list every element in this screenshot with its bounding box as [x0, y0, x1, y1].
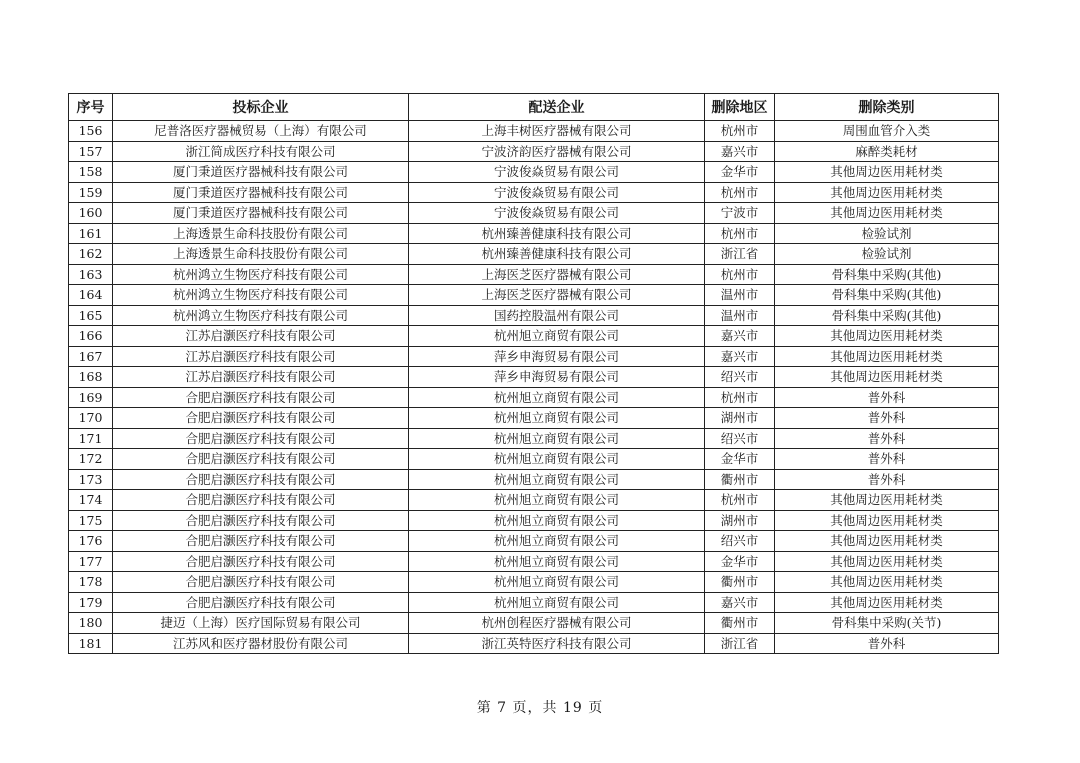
cell-removed-region: 绍兴市: [705, 367, 775, 388]
table-row: [69, 223, 999, 244]
cell-serial-no: 180: [69, 613, 113, 634]
header-bidding-company: 投标企业: [113, 94, 409, 121]
cell-distribution-company: 杭州旭立商贸有限公司: [409, 551, 705, 572]
table-row: [69, 182, 999, 203]
cell-serial-no: 172: [69, 449, 113, 470]
table-row: [69, 141, 999, 162]
table-row: [69, 449, 999, 470]
cell-serial-no: 163: [69, 264, 113, 285]
cell-removed-region: 嘉兴市: [705, 326, 775, 347]
cell-serial-no: 168: [69, 367, 113, 388]
cell-serial-no: 176: [69, 531, 113, 552]
cell-removed-region: 杭州市: [705, 182, 775, 203]
cell-serial-no: 157: [69, 141, 113, 162]
table-body: [69, 121, 999, 654]
cell-bidding-company: 江苏启灏医疗科技有限公司: [113, 346, 409, 367]
cell-removed-category: 普外科: [775, 633, 999, 654]
cell-removed-category: 骨科集中采购(其他): [775, 285, 999, 306]
table-row: [69, 305, 999, 326]
cell-serial-no: 159: [69, 182, 113, 203]
cell-serial-no: 170: [69, 408, 113, 429]
cell-removed-category: 其他周边医用耗材类: [775, 572, 999, 593]
table-row: [69, 490, 999, 511]
cell-distribution-company: 上海医芝医疗器械有限公司: [409, 285, 705, 306]
cell-removed-region: 嘉兴市: [705, 346, 775, 367]
header-serial-no: 序号: [69, 94, 113, 121]
cell-removed-category: 其他周边医用耗材类: [775, 510, 999, 531]
cell-distribution-company: 国药控股温州有限公司: [409, 305, 705, 326]
cell-distribution-company: 杭州旭立商贸有限公司: [409, 490, 705, 511]
table-row: [69, 346, 999, 367]
table-row: [69, 162, 999, 183]
cell-distribution-company: 杭州旭立商贸有限公司: [409, 387, 705, 408]
cell-removed-region: 嘉兴市: [705, 141, 775, 162]
cell-serial-no: 173: [69, 469, 113, 490]
cell-distribution-company: 杭州旭立商贸有限公司: [409, 449, 705, 470]
cell-bidding-company: 杭州鸿立生物医疗科技有限公司: [113, 264, 409, 285]
page-number: 第 7 页，共 19 页: [476, 700, 604, 716]
cell-bidding-company: 合肥启灏医疗科技有限公司: [113, 469, 409, 490]
cell-distribution-company: 杭州旭立商贸有限公司: [409, 572, 705, 593]
cell-removed-region: 金华市: [705, 551, 775, 572]
cell-removed-region: 衢州市: [705, 613, 775, 634]
cell-bidding-company: 合肥启灏医疗科技有限公司: [113, 490, 409, 511]
cell-bidding-company: 合肥启灏医疗科技有限公司: [113, 408, 409, 429]
table-row: [69, 592, 999, 613]
table-row: [69, 264, 999, 285]
cell-distribution-company: 上海医芝医疗器械有限公司: [409, 264, 705, 285]
table-row: [69, 428, 999, 449]
cell-bidding-company: 江苏启灏医疗科技有限公司: [113, 367, 409, 388]
cell-removed-category: 周围血管介入类: [775, 121, 999, 142]
cell-distribution-company: 萍乡申海贸易有限公司: [409, 346, 705, 367]
cell-serial-no: 167: [69, 346, 113, 367]
table-row: [69, 326, 999, 347]
cell-removed-category: 麻醉类耗材: [775, 141, 999, 162]
cell-serial-no: 171: [69, 428, 113, 449]
cell-bidding-company: 上海透景生命科技股份有限公司: [113, 223, 409, 244]
cell-removed-category: 骨科集中采购(其他): [775, 305, 999, 326]
cell-removed-region: 温州市: [705, 285, 775, 306]
cell-distribution-company: 杭州臻善健康科技有限公司: [409, 244, 705, 265]
table-row: [69, 285, 999, 306]
cell-removed-region: 杭州市: [705, 223, 775, 244]
cell-removed-region: 湖州市: [705, 510, 775, 531]
cell-distribution-company: 宁波俊焱贸易有限公司: [409, 203, 705, 224]
cell-removed-category: 其他周边医用耗材类: [775, 592, 999, 613]
cell-bidding-company: 上海透景生命科技股份有限公司: [113, 244, 409, 265]
cell-removed-category: 其他周边医用耗材类: [775, 531, 999, 552]
cell-removed-region: 金华市: [705, 162, 775, 183]
cell-serial-no: 181: [69, 633, 113, 654]
table-row: [69, 244, 999, 265]
cell-distribution-company: 杭州臻善健康科技有限公司: [409, 223, 705, 244]
cell-removed-region: 温州市: [705, 305, 775, 326]
cell-bidding-company: 厦门秉道医疗器械科技有限公司: [113, 203, 409, 224]
cell-removed-region: 嘉兴市: [705, 592, 775, 613]
cell-serial-no: 165: [69, 305, 113, 326]
cell-removed-region: 杭州市: [705, 387, 775, 408]
cell-removed-region: 浙江省: [705, 244, 775, 265]
cell-distribution-company: 浙江英特医疗科技有限公司: [409, 633, 705, 654]
table-row: [69, 367, 999, 388]
cell-distribution-company: 萍乡申海贸易有限公司: [409, 367, 705, 388]
cell-distribution-company: 杭州旭立商贸有限公司: [409, 510, 705, 531]
cell-bidding-company: 合肥启灏医疗科技有限公司: [113, 531, 409, 552]
cell-removed-category: 普外科: [775, 469, 999, 490]
cell-removed-category: 检验试剂: [775, 244, 999, 265]
cell-bidding-company: 合肥启灏医疗科技有限公司: [113, 572, 409, 593]
cell-bidding-company: 合肥启灏医疗科技有限公司: [113, 449, 409, 470]
cell-serial-no: 174: [69, 490, 113, 511]
cell-serial-no: 178: [69, 572, 113, 593]
table-row: [69, 572, 999, 593]
table-row: [69, 551, 999, 572]
cell-bidding-company: 合肥启灏医疗科技有限公司: [113, 510, 409, 531]
table-row: [69, 510, 999, 531]
cell-distribution-company: 杭州旭立商贸有限公司: [409, 531, 705, 552]
cell-bidding-company: 厦门秉道医疗器械科技有限公司: [113, 182, 409, 203]
cell-removed-category: 其他周边医用耗材类: [775, 182, 999, 203]
cell-bidding-company: 捷迈（上海）医疗国际贸易有限公司: [113, 613, 409, 634]
cell-bidding-company: 合肥启灏医疗科技有限公司: [113, 387, 409, 408]
cell-serial-no: 164: [69, 285, 113, 306]
cell-serial-no: 160: [69, 203, 113, 224]
cell-serial-no: 177: [69, 551, 113, 572]
cell-removed-category: 其他周边医用耗材类: [775, 162, 999, 183]
cell-distribution-company: 杭州旭立商贸有限公司: [409, 408, 705, 429]
cell-removed-region: 绍兴市: [705, 531, 775, 552]
table-header-row: [69, 94, 999, 121]
cell-removed-region: 金华市: [705, 449, 775, 470]
cell-removed-category: 骨科集中采购(其他): [775, 264, 999, 285]
cell-bidding-company: 杭州鸿立生物医疗科技有限公司: [113, 305, 409, 326]
table-row: [69, 408, 999, 429]
cell-serial-no: 179: [69, 592, 113, 613]
cell-removed-category: 其他周边医用耗材类: [775, 490, 999, 511]
cell-removed-category: 其他周边医用耗材类: [775, 326, 999, 347]
cell-removed-category: 普外科: [775, 449, 999, 470]
cell-bidding-company: 尼普洛医疗器械贸易（上海）有限公司: [113, 121, 409, 142]
header-removed-region: 删除地区: [705, 94, 775, 121]
cell-serial-no: 169: [69, 387, 113, 408]
table-row: [69, 633, 999, 654]
table-row: [69, 387, 999, 408]
cell-removed-category: 检验试剂: [775, 223, 999, 244]
cell-distribution-company: 宁波济韵医疗器械有限公司: [409, 141, 705, 162]
table-row: [69, 469, 999, 490]
cell-removed-region: 绍兴市: [705, 428, 775, 449]
cell-distribution-company: 上海丰树医疗器械有限公司: [409, 121, 705, 142]
cell-removed-category: 普外科: [775, 408, 999, 429]
cell-removed-category: 其他周边医用耗材类: [775, 203, 999, 224]
cell-bidding-company: 杭州鸿立生物医疗科技有限公司: [113, 285, 409, 306]
header-distribution-company: 配送企业: [409, 94, 705, 121]
cell-removed-category: 骨科集中采购(关节): [775, 613, 999, 634]
table-row: [69, 613, 999, 634]
cell-removed-region: 衢州市: [705, 572, 775, 593]
cell-removed-region: 衢州市: [705, 469, 775, 490]
deletion-table-container: [68, 93, 999, 654]
deletion-table: [68, 93, 999, 654]
table-row: [69, 203, 999, 224]
cell-removed-region: 宁波市: [705, 203, 775, 224]
cell-distribution-company: 杭州创程医疗器械有限公司: [409, 613, 705, 634]
cell-distribution-company: 宁波俊焱贸易有限公司: [409, 182, 705, 203]
table-row: [69, 121, 999, 142]
cell-removed-category: 其他周边医用耗材类: [775, 346, 999, 367]
cell-removed-category: 普外科: [775, 428, 999, 449]
cell-removed-region: 浙江省: [705, 633, 775, 654]
cell-removed-region: 杭州市: [705, 264, 775, 285]
header-removed-category: 删除类别: [775, 94, 999, 121]
cell-serial-no: 175: [69, 510, 113, 531]
cell-removed-category: 其他周边医用耗材类: [775, 551, 999, 572]
cell-bidding-company: 浙江简成医疗科技有限公司: [113, 141, 409, 162]
cell-bidding-company: 江苏风和医疗器材股份有限公司: [113, 633, 409, 654]
cell-distribution-company: 宁波俊焱贸易有限公司: [409, 162, 705, 183]
table-row: [69, 531, 999, 552]
cell-bidding-company: 合肥启灏医疗科技有限公司: [113, 551, 409, 572]
cell-distribution-company: 杭州旭立商贸有限公司: [409, 469, 705, 490]
cell-bidding-company: 厦门秉道医疗器械科技有限公司: [113, 162, 409, 183]
cell-serial-no: 166: [69, 326, 113, 347]
cell-distribution-company: 杭州旭立商贸有限公司: [409, 326, 705, 347]
cell-distribution-company: 杭州旭立商贸有限公司: [409, 592, 705, 613]
cell-removed-region: 湖州市: [705, 408, 775, 429]
cell-bidding-company: 合肥启灏医疗科技有限公司: [113, 428, 409, 449]
cell-serial-no: 156: [69, 121, 113, 142]
cell-serial-no: 158: [69, 162, 113, 183]
cell-serial-no: 162: [69, 244, 113, 265]
cell-bidding-company: 江苏启灏医疗科技有限公司: [113, 326, 409, 347]
cell-serial-no: 161: [69, 223, 113, 244]
cell-removed-region: 杭州市: [705, 121, 775, 142]
cell-removed-category: 普外科: [775, 387, 999, 408]
cell-removed-category: 其他周边医用耗材类: [775, 367, 999, 388]
cell-distribution-company: 杭州旭立商贸有限公司: [409, 428, 705, 449]
cell-bidding-company: 合肥启灏医疗科技有限公司: [113, 592, 409, 613]
cell-removed-region: 杭州市: [705, 490, 775, 511]
